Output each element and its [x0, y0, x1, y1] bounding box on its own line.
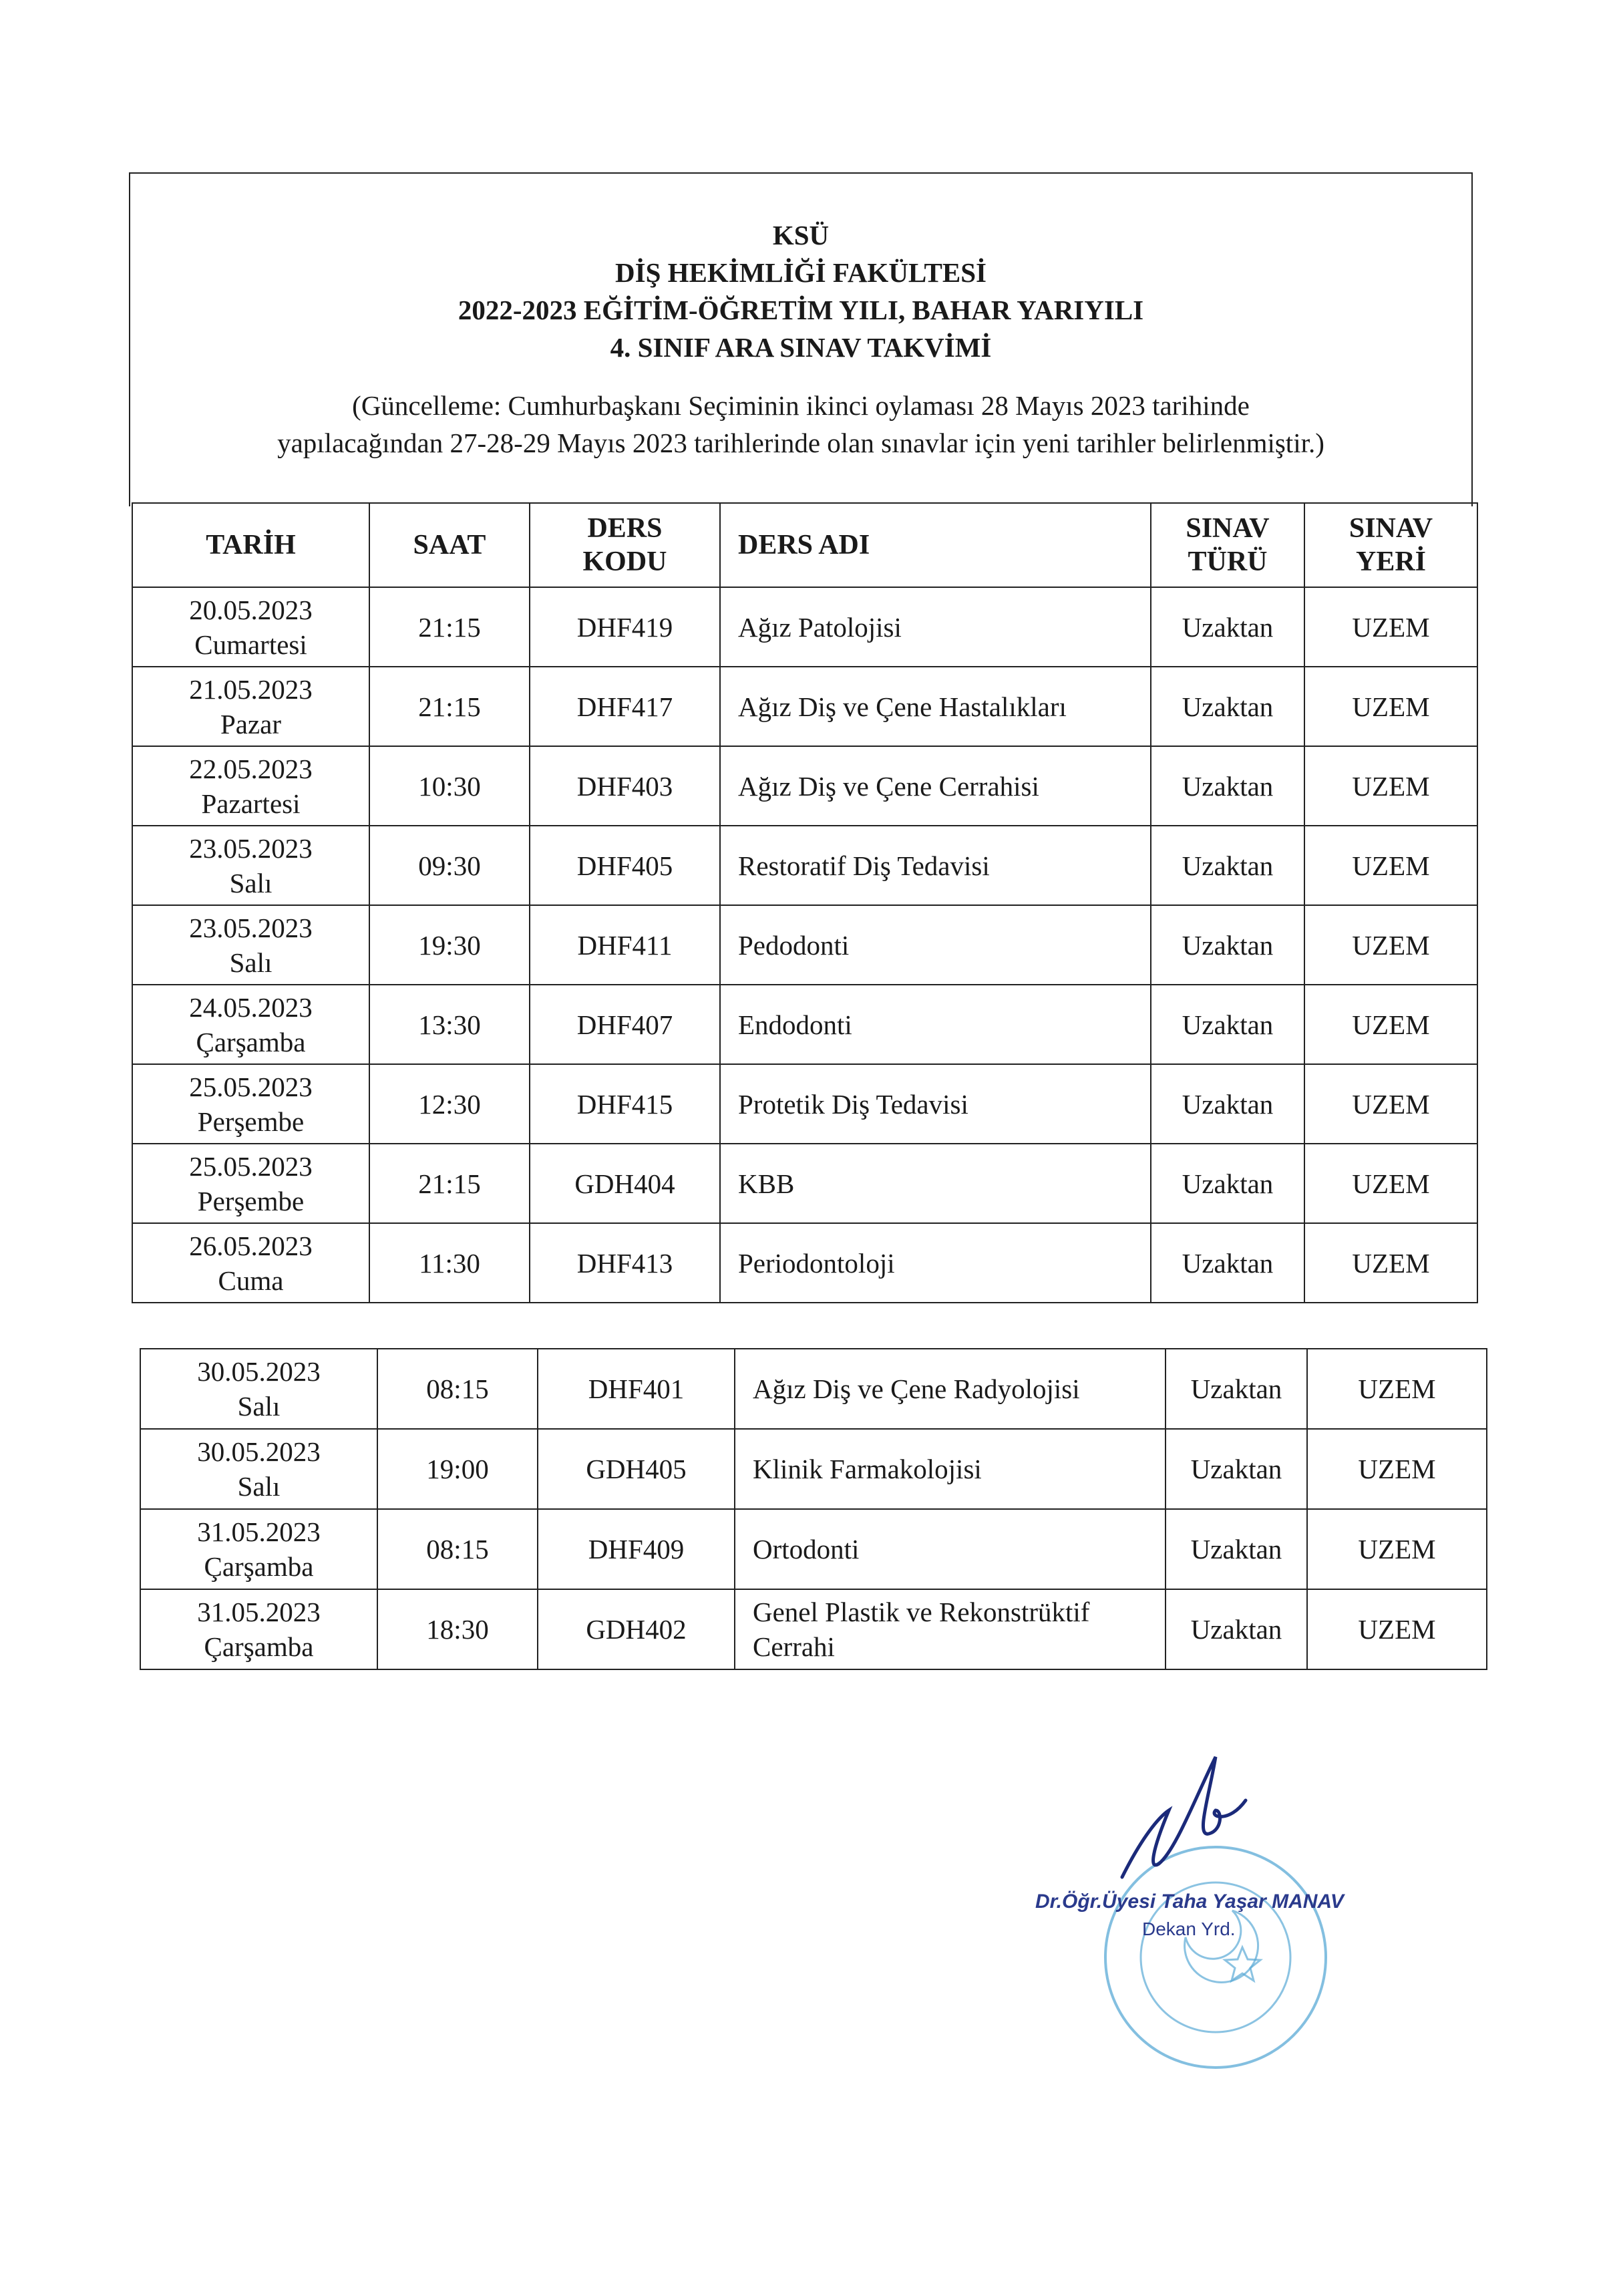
table-row	[140, 1429, 1487, 1509]
exam-place: UZEM	[1304, 985, 1477, 1064]
table-row	[132, 1223, 1477, 1303]
course-name: Protetik Diş Tedavisi	[720, 1064, 1151, 1144]
date-cell	[140, 1429, 377, 1509]
date-cell	[132, 667, 369, 746]
exam-day: Cumartesi	[194, 629, 307, 660]
exam-type: Uzaktan	[1151, 1144, 1304, 1223]
exam-place: UZEM	[1304, 667, 1477, 746]
date-cell	[140, 1509, 377, 1589]
course-code: DHF405	[530, 826, 720, 905]
exam-place: UZEM	[1307, 1589, 1487, 1669]
exam-place: UZEM	[1304, 1144, 1477, 1223]
header-box	[129, 172, 1473, 506]
exam-date: 31.05.2023	[197, 1597, 321, 1627]
header-place-line1: SINAV	[1349, 513, 1433, 544]
exam-date: 31.05.2023	[197, 1516, 321, 1547]
table-row	[132, 826, 1477, 905]
institution-title: KSÜ	[772, 220, 830, 251]
course-name: Genel Plastik ve Rekonstrüktif Cerrahi	[735, 1589, 1166, 1669]
table-row	[132, 1144, 1477, 1223]
header-place	[1304, 503, 1477, 587]
exam-day: Salı	[237, 1471, 281, 1502]
table-header-row	[132, 503, 1477, 587]
header-date: TARİH	[132, 503, 369, 587]
exam-type: Uzaktan	[1151, 746, 1304, 826]
course-name: Klinik Farmakolojisi	[735, 1429, 1166, 1509]
exam-time: 21:15	[369, 667, 530, 746]
course-code: DHF409	[538, 1509, 735, 1589]
exam-place: UZEM	[1304, 587, 1477, 667]
date-cell	[132, 746, 369, 826]
exam-day: Perşembe	[197, 1106, 305, 1137]
exam-day: Salı	[237, 1391, 281, 1422]
exam-day: Pazartesi	[201, 788, 301, 819]
course-name: Ağız Diş ve Çene Hastalıkları	[720, 667, 1151, 746]
date-cell	[132, 905, 369, 985]
course-name: Restoratif Diş Tedavisi	[720, 826, 1151, 905]
date-cell	[132, 1144, 369, 1223]
exam-date: 25.05.2023	[189, 1071, 313, 1102]
exam-date: 23.05.2023	[189, 832, 313, 864]
date-cell	[140, 1589, 377, 1669]
term-title: 2022-2023 EĞİTİM-ÖĞRETİM YILI, BAHAR YARIYILI	[458, 295, 1144, 325]
header-type-line1: SINAV	[1186, 513, 1270, 544]
exam-type: Uzaktan	[1166, 1349, 1307, 1429]
exam-time: 08:15	[377, 1349, 538, 1429]
exam-day: Salı	[229, 947, 273, 978]
exam-date: 21.05.2023	[189, 673, 313, 705]
course-name: Ağız Patolojisi	[720, 587, 1151, 667]
course-code: GDH402	[538, 1589, 735, 1669]
exam-day: Çarşamba	[196, 1026, 306, 1057]
exam-time: 19:00	[377, 1429, 538, 1509]
exam-place: UZEM	[1304, 746, 1477, 826]
course-code: DHF401	[538, 1349, 735, 1429]
course-code: DHF419	[530, 587, 720, 667]
exam-date: 26.05.2023	[189, 1230, 313, 1261]
exam-time: 11:30	[369, 1223, 530, 1303]
header-type	[1151, 503, 1304, 587]
date-cell	[132, 826, 369, 905]
header-name: DERS ADI	[720, 503, 1151, 587]
exam-time: 21:15	[369, 1144, 530, 1223]
exam-time: 21:15	[369, 587, 530, 667]
update-note-line2: yapılacağından 27-28-29 Mayıs 2023 tarihlerinde olan sınavlar için yeni tarihler belirlenmiştir.)	[277, 428, 1324, 458]
table-row	[140, 1349, 1487, 1429]
exam-day: Çarşamba	[204, 1631, 314, 1662]
exam-table-main	[132, 502, 1478, 1303]
exam-date: 25.05.2023	[189, 1150, 313, 1182]
header-code-line1: DERS	[587, 513, 663, 544]
exam-type: Uzaktan	[1151, 667, 1304, 746]
course-code: DHF407	[530, 985, 720, 1064]
exam-type: Uzaktan	[1151, 905, 1304, 985]
exam-place: UZEM	[1307, 1509, 1487, 1589]
header-code-line2: KODU	[582, 546, 667, 577]
exam-day: Perşembe	[197, 1185, 305, 1216]
exam-place: UZEM	[1304, 826, 1477, 905]
exam-time: 19:30	[369, 905, 530, 985]
exam-place: UZEM	[1304, 905, 1477, 985]
header-code	[530, 503, 720, 587]
exam-date: 20.05.2023	[189, 594, 313, 625]
course-code: DHF411	[530, 905, 720, 985]
table-row	[132, 905, 1477, 985]
exam-type: Uzaktan	[1151, 985, 1304, 1064]
date-cell	[132, 1223, 369, 1303]
course-name: Endodonti	[720, 985, 1151, 1064]
exam-place: UZEM	[1304, 1064, 1477, 1144]
course-code: DHF417	[530, 667, 720, 746]
course-code: DHF415	[530, 1064, 720, 1144]
date-cell	[132, 985, 369, 1064]
signatory-role: Dekan Yrd.	[1142, 1919, 1236, 1939]
course-name: KBB	[720, 1144, 1151, 1223]
update-note-line1: (Güncelleme: Cumhurbaşkanı Seçiminin ikinci oylaması 28 Mayıs 2023 tarihinde	[352, 390, 1250, 421]
course-code: DHF413	[530, 1223, 720, 1303]
course-name: Ortodonti	[735, 1509, 1166, 1589]
signatory-name: Dr.Öğr.Üyesi Taha Yaşar MANAV	[1035, 1891, 1344, 1913]
exam-time: 10:30	[369, 746, 530, 826]
exam-date: 30.05.2023	[197, 1436, 321, 1467]
exam-time: 13:30	[369, 985, 530, 1064]
course-code: GDH405	[538, 1429, 735, 1509]
table-row	[132, 667, 1477, 746]
course-code: GDH404	[530, 1144, 720, 1223]
header-time: SAAT	[369, 503, 530, 587]
exam-type: Uzaktan	[1151, 826, 1304, 905]
exam-place: UZEM	[1307, 1349, 1487, 1429]
course-name: Ağız Diş ve Çene Cerrahisi	[720, 746, 1151, 826]
exam-place: UZEM	[1307, 1429, 1487, 1509]
exam-place: UZEM	[1304, 1223, 1477, 1303]
exam-date: 24.05.2023	[189, 991, 313, 1023]
exam-day: Cuma	[218, 1265, 284, 1296]
table-row	[132, 587, 1477, 667]
table-row	[132, 1064, 1477, 1144]
exam-day: Pazar	[220, 708, 282, 740]
date-cell	[140, 1349, 377, 1429]
exam-type: Uzaktan	[1166, 1589, 1307, 1669]
exam-day: Çarşamba	[204, 1551, 314, 1582]
exam-type: Uzaktan	[1166, 1429, 1307, 1509]
table-row	[132, 985, 1477, 1064]
header-place-line2: YERİ	[1355, 546, 1427, 577]
table-row	[132, 746, 1477, 826]
exam-time: 09:30	[369, 826, 530, 905]
exam-type: Uzaktan	[1151, 1223, 1304, 1303]
course-name: Periodontoloji	[720, 1223, 1151, 1303]
date-cell	[132, 587, 369, 667]
table-row	[140, 1509, 1487, 1589]
exam-time: 12:30	[369, 1064, 530, 1144]
header-type-line2: TÜRÜ	[1188, 546, 1268, 577]
exam-date: 30.05.2023	[197, 1356, 321, 1387]
course-name: Pedodonti	[720, 905, 1151, 985]
faculty-title: DİŞ HEKİMLİĞİ FAKÜLTESİ	[615, 257, 987, 288]
exam-date: 23.05.2023	[189, 912, 313, 943]
page-title: 4. SINIF ARA SINAV TAKVİMİ	[610, 332, 992, 363]
exam-date: 22.05.2023	[189, 753, 313, 784]
date-cell	[132, 1064, 369, 1144]
table-row	[140, 1589, 1487, 1669]
exam-time: 18:30	[377, 1589, 538, 1669]
exam-table-rescheduled	[140, 1348, 1487, 1670]
exam-type: Uzaktan	[1166, 1509, 1307, 1589]
exam-day: Salı	[229, 867, 273, 898]
signature-stamp	[1015, 1737, 1363, 2084]
exam-type: Uzaktan	[1151, 1064, 1304, 1144]
course-name: Ağız Diş ve Çene Radyolojisi	[735, 1349, 1166, 1429]
exam-type: Uzaktan	[1151, 587, 1304, 667]
exam-time: 08:15	[377, 1509, 538, 1589]
course-code: DHF403	[530, 746, 720, 826]
